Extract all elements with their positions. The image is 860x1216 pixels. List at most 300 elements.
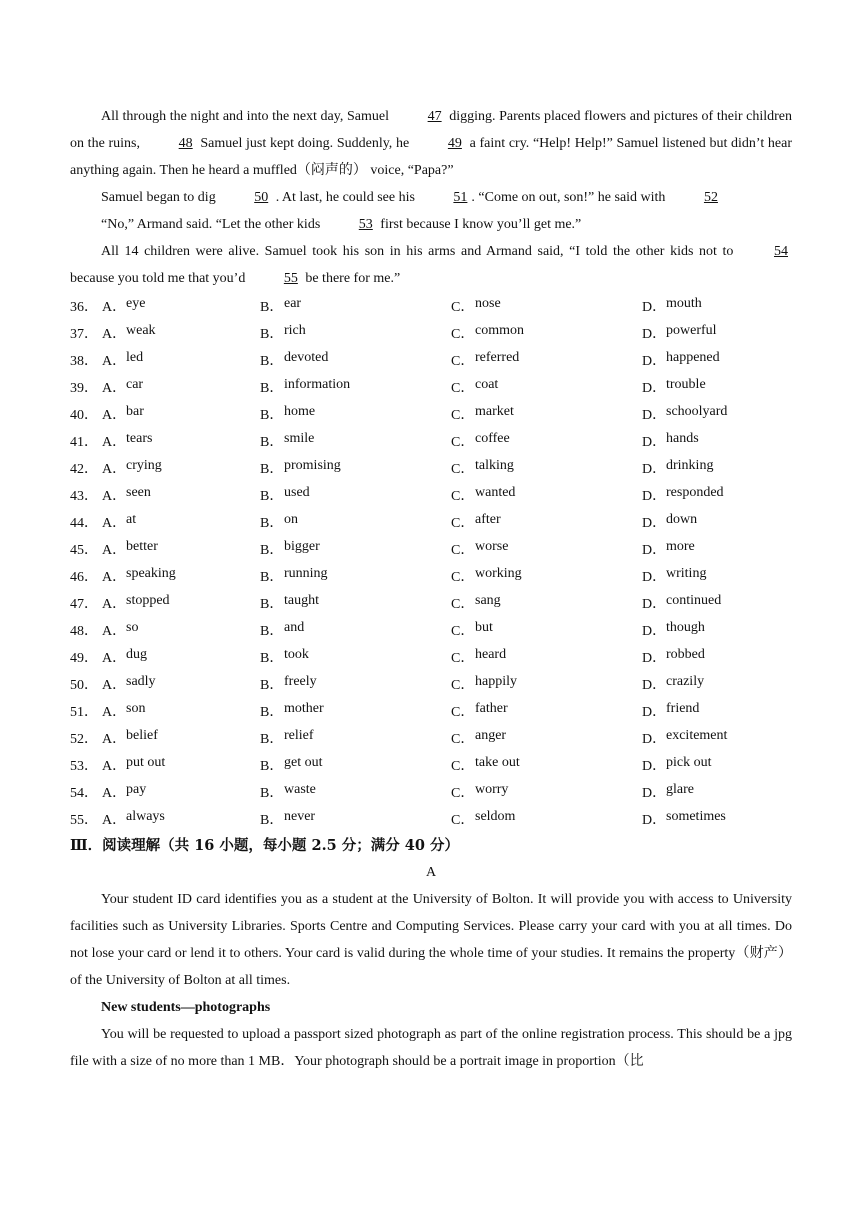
option-text: promising [284,457,341,473]
passage-text: . At last, he could see his [272,190,419,205]
option-text: relief [284,727,314,743]
option-text: eye [126,295,146,311]
option-letter: A． [102,785,127,801]
option-d [642,728,792,748]
option-text: common [475,322,524,338]
option-d [642,350,792,370]
option-letter: A． [102,461,127,477]
option-a [102,485,260,505]
option-text: ear [284,295,302,311]
option-d [642,809,792,829]
option-letter: D． [642,461,667,477]
option-letter: A． [102,650,127,666]
option-letter: B． [260,380,284,396]
option-text: car [126,376,144,392]
option-text: powerful [666,322,717,338]
option-letter: A． [102,353,127,369]
option-a [102,728,260,748]
option-text: crying [126,457,162,473]
question-row [70,697,792,724]
option-text: took [284,646,309,662]
option-letter: B． [260,623,284,639]
option-letter: A． [102,515,127,531]
question-row [70,778,792,805]
section-heading: Ⅲ．阅读理解（共 16 小题，每小题 2.5 分；满分 40 分） [70,837,460,854]
option-text: never [284,808,316,824]
question-row [70,616,792,643]
option-c [451,728,642,748]
option-text: stopped [126,592,170,608]
option-letter: D． [642,569,667,585]
option-b [260,458,451,478]
option-letter: B． [260,785,284,801]
option-text: trouble [666,376,706,392]
option-letter: B． [260,488,284,504]
option-d [642,755,792,775]
question-number: 47． [70,596,98,612]
option-b [260,809,451,829]
option-a [102,350,260,370]
option-c [451,539,642,559]
option-a [102,377,260,397]
option-c [451,296,642,316]
reading-paragraph-1: Your student ID card identifies you as a student at the University of Bolton. It will provide you with access to University facilities such as University Libraries. Sports Centre and Computing Services. Please carry your card with you at all times. Do not lose your card or lend it to others. Your card is valid during the whole time of your studies. It remains the property（财产） of the University of Bolton at all times. [70,892,792,988]
passage-paragraph-2 [70,184,792,211]
option-letter: D． [642,623,667,639]
option-text: tears [126,430,153,446]
option-c [451,755,642,775]
option-letter: D． [642,326,667,342]
option-a [102,539,260,559]
option-d [642,485,792,505]
option-text: market [475,403,514,419]
question-row [70,805,792,832]
option-text: hands [666,430,699,446]
option-a [102,674,260,694]
option-d [642,620,792,640]
option-text: friend [666,700,700,716]
option-text: mouth [666,295,702,311]
option-text: sometimes [666,808,726,824]
option-text: nose [475,295,501,311]
option-b [260,539,451,559]
option-text: devoted [284,349,329,365]
option-letter: C． [451,461,475,477]
option-b [260,701,451,721]
option-text: and [284,619,305,635]
option-letter: A． [102,407,127,423]
option-c [451,593,642,613]
passage-text: first because I know you’ll get me.” [376,217,582,232]
option-text: drinking [666,457,714,473]
question-row [70,346,792,373]
option-text: wanted [475,484,516,500]
option-text: schoolyard [666,403,728,419]
option-letter: A． [102,434,127,450]
option-letter: C． [451,812,475,828]
option-letter: B． [260,515,284,531]
document-page [70,103,792,1075]
option-letter: A． [102,380,127,396]
question-number: 54． [70,785,98,801]
question-row [70,724,792,751]
option-b [260,728,451,748]
option-letter: B． [260,812,284,828]
option-letter: D． [642,515,667,531]
option-a [102,512,260,532]
blank-52: 52 [703,190,718,205]
option-text: bar [126,403,144,419]
option-d [642,296,792,316]
passage-paragraph-3 [70,211,792,238]
passage-paragraph-1 [70,103,792,184]
option-letter: C． [451,677,475,693]
option-letter: B． [260,407,284,423]
option-text: working [475,565,522,581]
option-b [260,755,451,775]
option-text: taught [284,592,319,608]
option-text: anger [475,727,507,743]
option-letter: B． [260,569,284,585]
option-d [642,593,792,613]
option-b [260,647,451,667]
option-letter: D． [642,812,667,828]
option-c [451,512,642,532]
option-d [642,512,792,532]
option-d [642,647,792,667]
option-text: though [666,619,705,635]
question-number: 43． [70,488,98,504]
blank-47: 47 [427,109,442,124]
option-c [451,377,642,397]
option-d [642,377,792,397]
option-b [260,593,451,613]
option-c [451,431,642,451]
option-c [451,323,642,343]
option-letter: B． [260,758,284,774]
option-c [451,809,642,829]
option-a [102,404,260,424]
option-c [451,566,642,586]
option-d [642,566,792,586]
option-letter: C． [451,542,475,558]
passage-text: be there for me.” [301,271,401,286]
option-text: writing [666,565,707,581]
passage-text: Samuel began to dig [101,190,220,205]
option-text: home [284,403,316,419]
passage-text: . “Come on out, son!” he said with [471,190,669,205]
option-letter: A． [102,812,127,828]
option-letter: C． [451,326,475,342]
option-text: used [284,484,310,500]
option-text: seen [126,484,151,500]
option-text: worry [475,781,509,797]
option-d [642,458,792,478]
option-text: robbed [666,646,705,662]
option-d [642,323,792,343]
question-number: 42． [70,461,98,477]
option-text: smile [284,430,315,446]
option-b [260,566,451,586]
option-c [451,458,642,478]
option-text: dug [126,646,147,662]
option-a [102,809,260,829]
option-text: pay [126,781,147,797]
option-letter: D． [642,758,667,774]
option-letter: D． [642,542,667,558]
option-a [102,755,260,775]
option-letter: D． [642,731,667,747]
option-letter: C． [451,407,475,423]
passage-text: All through the night and into the next day, Samuel [101,109,393,124]
option-text: happily [475,673,517,689]
option-text: bigger [284,538,320,554]
option-letter: B． [260,299,284,315]
option-letter: D． [642,785,667,801]
option-letter: A． [102,677,127,693]
option-c [451,674,642,694]
option-text: on [284,511,298,527]
option-letter: C． [451,596,475,612]
option-letter: A． [102,596,127,612]
option-letter: B． [260,326,284,342]
passage-text: digging. Parents placed flowers and pictures of their children on the ruins, [70,109,792,151]
option-text: coat [475,376,499,392]
option-letter: C． [451,758,475,774]
blank-53: 53 [358,217,373,232]
option-text: mother [284,700,324,716]
question-number: 48． [70,623,98,639]
option-letter: C． [451,299,475,315]
option-text: continued [666,592,722,608]
option-letter: C． [451,515,475,531]
question-number: 38． [70,353,98,369]
option-a [102,296,260,316]
option-a [102,431,260,451]
option-d [642,782,792,802]
option-letter: B． [260,434,284,450]
option-b [260,404,451,424]
question-row [70,400,792,427]
option-a [102,593,260,613]
option-text: rich [284,322,306,338]
option-letter: B． [260,731,284,747]
option-text: heard [475,646,507,662]
option-text: always [126,808,165,824]
option-text: sang [475,592,501,608]
option-b [260,350,451,370]
option-letter: A． [102,542,127,558]
blank-50: 50 [254,190,269,205]
question-row [70,508,792,535]
option-text: freely [284,673,317,689]
option-d [642,431,792,451]
option-letter: A． [102,569,127,585]
option-text: put out [126,754,166,770]
option-text: happened [666,349,720,365]
option-text: more [666,538,695,554]
passage-text: All 14 children were alive. Samuel took his son in his arms and Armand said, “I told the other kids not to [101,244,739,259]
option-c [451,350,642,370]
option-text: weak [126,322,156,338]
option-c [451,647,642,667]
option-text: talking [475,457,514,473]
option-c [451,782,642,802]
option-text: take out [475,754,520,770]
option-text: at [126,511,137,527]
option-text: information [284,376,351,392]
option-letter: C． [451,704,475,720]
option-text: down [666,511,698,527]
blank-51: 51 [453,190,468,205]
option-text: worse [475,538,509,554]
option-text: after [475,511,501,527]
option-d [642,404,792,424]
question-number: 40． [70,407,98,423]
option-text: waste [284,781,316,797]
question-row [70,562,792,589]
question-number: 52． [70,731,98,747]
option-letter: A． [102,488,127,504]
option-letter: C． [451,623,475,639]
question-options-list [70,292,792,832]
reading-subheading: New students—photographs [101,1000,271,1015]
passage-text: Samuel just kept doing. Suddenly, he [196,136,413,151]
option-a [102,323,260,343]
option-text: glare [666,781,694,797]
option-text: sadly [126,673,156,689]
option-text: excitement [666,727,728,743]
option-letter: B． [260,542,284,558]
option-letter: A． [102,731,127,747]
option-a [102,782,260,802]
question-number: 37． [70,326,98,342]
question-row [70,319,792,346]
option-b [260,296,451,316]
option-text: speaking [126,565,176,581]
option-b [260,512,451,532]
option-letter: D． [642,650,667,666]
option-letter: A． [102,758,127,774]
option-letter: C． [451,569,475,585]
option-b [260,674,451,694]
option-text: led [126,349,144,365]
option-letter: C． [451,650,475,666]
option-text: seldom [475,808,516,824]
option-letter: D． [642,299,667,315]
option-letter: A． [102,299,127,315]
option-letter: D． [642,596,667,612]
option-b [260,485,451,505]
option-letter: D． [642,353,667,369]
passage-text: a faint cry. “Help! Help!” Samuel listened but didn’t hear anything again. Then he heard a muffled（闷声的） voice, “Papa?” [70,136,792,178]
option-text: referred [475,349,520,365]
question-row [70,643,792,670]
blank-54: 54 [774,244,788,259]
question-number: 36． [70,299,98,315]
option-letter: C． [451,380,475,396]
option-a [102,458,260,478]
option-text: coffee [475,430,510,446]
option-c [451,701,642,721]
option-text: son [126,700,146,716]
option-letter: B． [260,353,284,369]
question-row [70,454,792,481]
option-letter: C． [451,731,475,747]
blank-49: 49 [447,136,462,151]
passage-text: because you told me that you’d [70,271,249,286]
option-text: responded [666,484,724,500]
option-text: father [475,700,508,716]
option-d [642,674,792,694]
option-text: but [475,619,493,635]
option-b [260,323,451,343]
option-a [102,701,260,721]
question-row [70,670,792,697]
question-row [70,373,792,400]
reading-paragraph-2: You will be requested to upload a passport sized photograph as part of the online registration process. This should be a jpg file with a size of no more than 1 MB．Your photograph should be a portrait image in proportion（比 [70,1027,792,1069]
option-letter: D． [642,704,667,720]
option-text: so [126,619,139,635]
option-text: pick out [666,754,712,770]
option-letter: D． [642,380,667,396]
question-row [70,535,792,562]
option-letter: D． [642,407,667,423]
question-row [70,589,792,616]
option-a [102,647,260,667]
question-number: 50． [70,677,98,693]
question-number: 53． [70,758,98,774]
option-c [451,485,642,505]
option-letter: B． [260,677,284,693]
passage-paragraph-4 [70,238,792,292]
option-letter: C． [451,488,475,504]
option-letter: D． [642,488,667,504]
option-letter: C． [451,353,475,369]
blank-48: 48 [178,136,193,151]
question-number: 41． [70,434,98,450]
option-text: crazily [666,673,705,689]
option-b [260,377,451,397]
passage-text: “No,” Armand said. “Let the other kids [101,217,324,232]
option-a [102,620,260,640]
option-letter: D． [642,677,667,693]
option-text: running [284,565,328,581]
option-text: belief [126,727,158,743]
question-row [70,427,792,454]
question-number: 45． [70,542,98,558]
question-number: 39． [70,380,98,396]
option-d [642,539,792,559]
question-number: 55． [70,812,98,828]
option-text: better [126,538,158,554]
question-row [70,481,792,508]
option-letter: B． [260,461,284,477]
option-letter: A． [102,704,127,720]
section-letter: A [425,865,437,880]
option-letter: B． [260,650,284,666]
question-number: 44． [70,515,98,531]
option-letter: B． [260,704,284,720]
option-d [642,701,792,721]
blank-55: 55 [283,271,298,286]
option-b [260,782,451,802]
option-letter: C． [451,785,475,801]
option-c [451,404,642,424]
question-number: 46． [70,569,98,585]
option-letter: B． [260,596,284,612]
option-a [102,566,260,586]
